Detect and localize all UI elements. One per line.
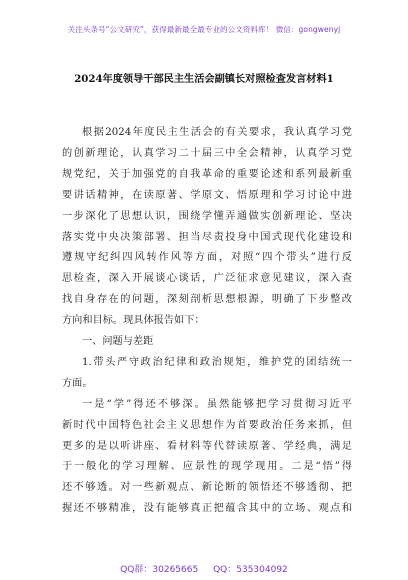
body-line: 落实党中央决策部署、担当尽责投身中国式现代化建设和 bbox=[62, 231, 352, 243]
body-line: 遵规守纪纠四风转作风等方面，对照“四个带头”进行反 bbox=[62, 252, 352, 264]
footer-qq-group: QQ群：30265665 bbox=[120, 565, 199, 575]
body-line: 的创新理论，认真学习二十届三中全会精神，认真学习党 bbox=[62, 147, 352, 159]
body-line: 方向和目标。现具体报告如下： bbox=[62, 315, 205, 327]
body-line: 根据2024年度民主生活会的有关要求，我认真学习党 bbox=[82, 127, 352, 138]
footer-qq-number: QQ：535304092 bbox=[213, 565, 288, 575]
body-line: 一是“学”得还不够深。虽然能够把学习贯彻习近平 bbox=[82, 398, 352, 410]
header-banner: 关注头条号“公文研究”，获得最新最全最专业的公文资料库！ 微信：gongwenyj bbox=[67, 25, 341, 34]
body-line: 于一般化的学习理解、应景性的现学现用。二是“悟”得 bbox=[62, 461, 352, 473]
body-line: 思检查，深入开展谈心谈话，广泛征求意见建议，深入查 bbox=[62, 273, 352, 285]
body-line: 一步深化了思想认识，围绕学懂弄通做实创新理论、坚决 bbox=[62, 210, 352, 222]
body-line: 要讲话精神，在读原著、学原文、悟原理和学习讨论中进 bbox=[62, 189, 352, 201]
document-title: 2024年度领导干部民主生活会副镇长对照检查发言材料1 bbox=[74, 73, 334, 85]
body-line: 找自身存在的问题，深刻剖析思想根源，明确了下步整改 bbox=[62, 294, 352, 306]
body-line: 还不够透。对一些新观点、新论断的领悟还不够透彻、把 bbox=[62, 482, 352, 494]
footer-contact bbox=[0, 562, 408, 575]
body-line: 1.带头严守政治纪律和政治规矩，维护党的团结统一 bbox=[82, 356, 352, 368]
body-line: 规党纪，关于加强党的自我革命的重要论述和系列最新重 bbox=[62, 168, 352, 180]
body-line: 握还不够精准，没有能够真正把蕴含其中的立场、观点和 bbox=[62, 503, 352, 515]
body-line: 更多的是以听讲座、看材料等代替读原著、学经典，满足 bbox=[62, 440, 352, 452]
body-line: 方面。 bbox=[62, 377, 93, 389]
body-line: 一、问题与差距 bbox=[82, 336, 154, 347]
body-line: 新时代中国特色社会主义思想作为首要政治任务来抓，但 bbox=[62, 419, 352, 431]
